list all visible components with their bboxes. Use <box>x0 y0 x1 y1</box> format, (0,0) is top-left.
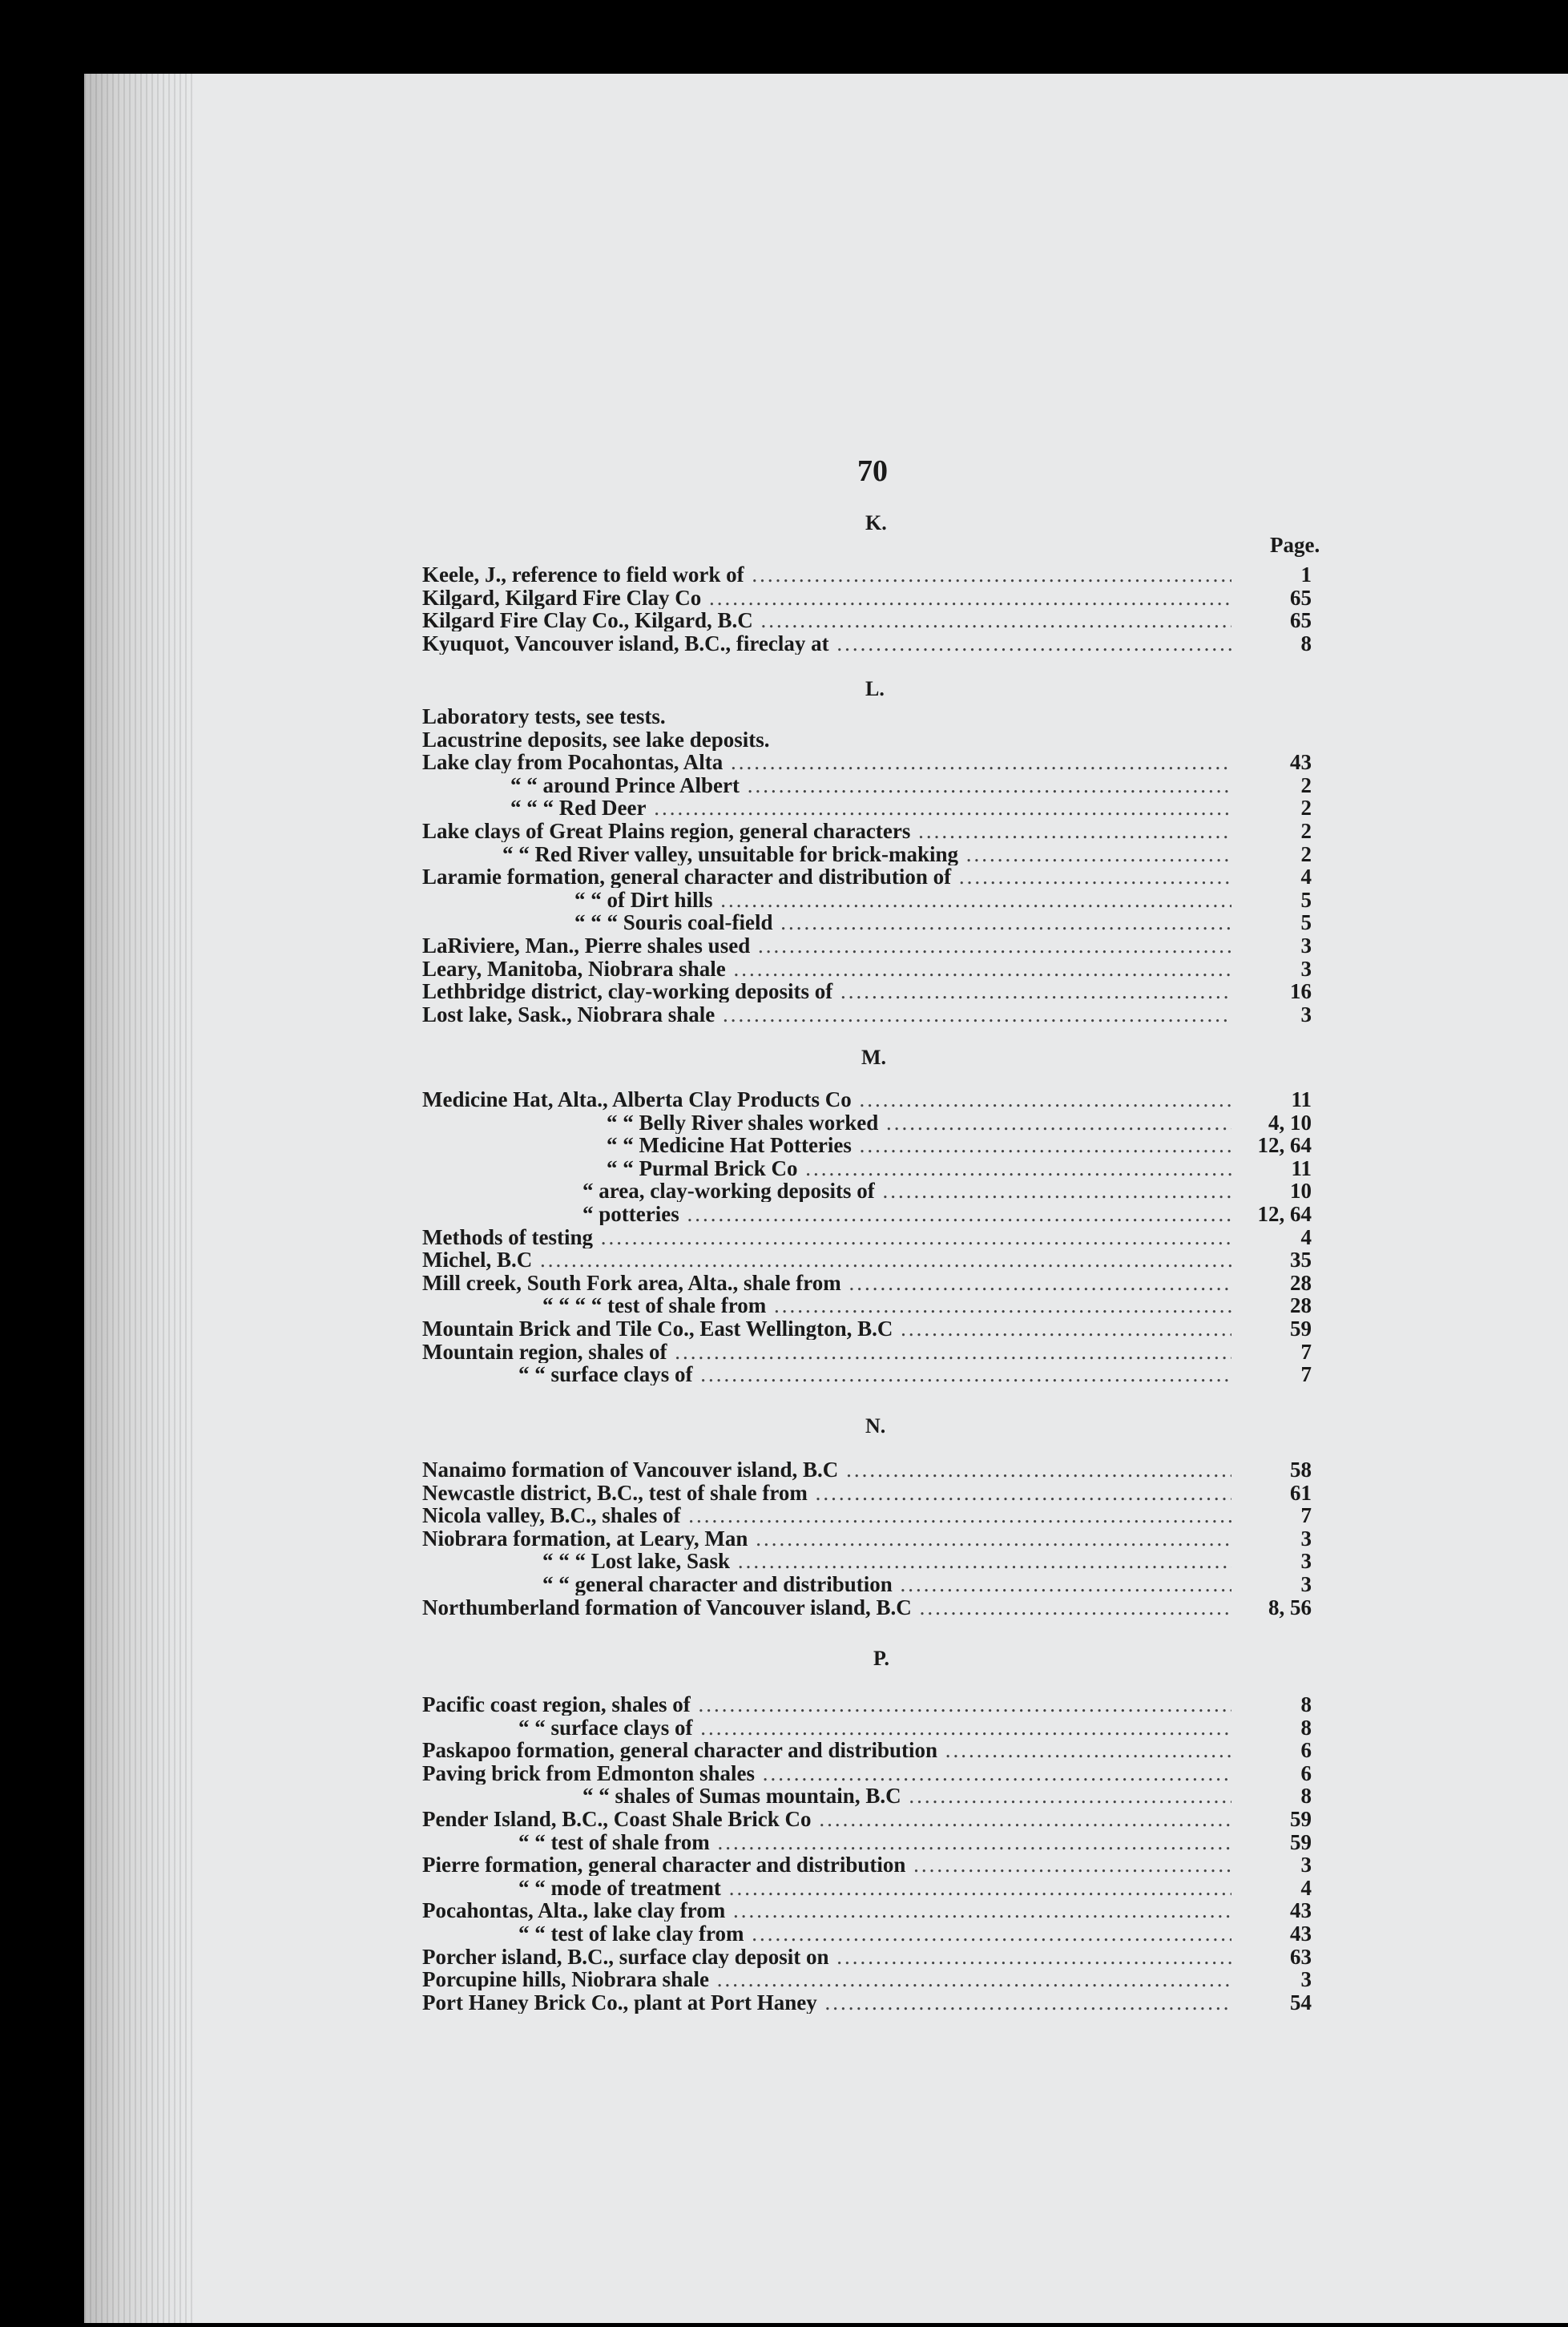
index-entry-text: Michel, B.C ..... <box>422 1248 1231 1271</box>
index-entry <box>422 1226 1312 1248</box>
index-entry <box>422 934 1312 957</box>
index-entry-page: 8 <box>1300 1692 1312 1716</box>
index-entry-text: “ area, clay-working deposits of ..... <box>582 1180 1231 1202</box>
index-entry-text: Porcher island, B.C., surface clay deposit on ..... <box>422 1946 1231 1968</box>
index-entry-page: 3 <box>1300 1549 1312 1574</box>
index-entry-page: 3 <box>1300 1853 1312 1877</box>
index-entry-text: Laramie formation, general character and distribution of ..... <box>422 865 1231 888</box>
index-entry-page: 65 <box>1290 585 1312 610</box>
index-entry-page: 8, 56 <box>1268 1595 1312 1619</box>
index-entry <box>422 889 1312 911</box>
index-entry-page: 11 <box>1291 1155 1312 1180</box>
index-entry-page: 7 <box>1300 1339 1312 1364</box>
index-entry <box>422 774 1312 797</box>
page-column-heading: Page. <box>1270 533 1320 557</box>
index-entry-text: Keele, J., reference to field work of ..... <box>422 563 1231 586</box>
index-entry-page: 8 <box>1300 631 1312 655</box>
index-entry <box>422 1693 1312 1716</box>
index-entry <box>422 1527 1312 1550</box>
index-entry-page: 43 <box>1290 750 1312 775</box>
section-letter: N. <box>865 1414 886 1438</box>
index-entry <box>422 1248 1312 1271</box>
index-entry <box>422 1573 1312 1595</box>
index-entry-page: 43 <box>1290 1898 1312 1923</box>
index-entry <box>422 1899 1312 1922</box>
index-entry-page: 3 <box>1300 1572 1312 1596</box>
index-entry-text: Paving brick from Edmonton shales ..... <box>422 1762 1231 1785</box>
index-entry-page: 4, 10 <box>1268 1110 1312 1135</box>
index-entry <box>422 1134 1312 1156</box>
index-entry <box>422 1968 1312 1990</box>
index-entry <box>422 1317 1312 1340</box>
index-entry <box>422 587 1312 609</box>
index-entry <box>422 1003 1312 1026</box>
index-entry-text: “ “ test of shale from ..... <box>518 1831 1231 1853</box>
index-entry <box>422 1596 1312 1619</box>
index-entry-page: 2 <box>1300 841 1312 866</box>
index-entry <box>422 1088 1312 1111</box>
index-entry-page: 4 <box>1300 865 1312 889</box>
index-entry-page: 8 <box>1300 1784 1312 1809</box>
index-entry-page: 10 <box>1290 1179 1312 1204</box>
section-letter: M. <box>861 1046 887 1069</box>
index-entry-text: “ “ “ Red Deer ..... <box>510 797 1231 819</box>
index-entry <box>422 728 1312 751</box>
index-entry-page: 7 <box>1300 1503 1312 1528</box>
index-entry-page: 59 <box>1290 1829 1312 1854</box>
book-spine <box>84 74 196 2323</box>
index-entry <box>422 1877 1312 1899</box>
section-letter: K. <box>865 511 887 534</box>
index-entry-text: LaRiviere, Man., Pierre shales used ..... <box>422 934 1231 957</box>
index-entry <box>422 1785 1312 1807</box>
index-entry-text: Kilgard, Kilgard Fire Clay Co ..... <box>422 587 1231 609</box>
index-entry-text: Pacific coast region, shales of ..... <box>422 1693 1231 1716</box>
index-entry-text: “ “ “ “ test of shale from ..... <box>542 1294 1231 1317</box>
index-entry-page: 3 <box>1300 1002 1312 1026</box>
index-entry <box>422 911 1312 934</box>
index-entry-text: Nicola valley, B.C., shales of ..... <box>422 1504 1231 1526</box>
index-entry <box>422 1946 1312 1968</box>
index-entry-text: Medicine Hat, Alta., Alberta Clay Products Co ..... <box>422 1088 1231 1111</box>
index-entry-page: 3 <box>1300 1967 1312 1992</box>
index-entry <box>422 865 1312 888</box>
index-entry <box>422 1739 1312 1761</box>
index-entry <box>422 1111 1312 1134</box>
index-entry <box>422 632 1312 655</box>
index-entry-page: 35 <box>1290 1248 1312 1272</box>
index-entry-page: 12, 64 <box>1257 1202 1312 1226</box>
index-entry-text: Kilgard Fire Clay Co., Kilgard, B.C ..... <box>422 609 1231 631</box>
index-entry-page: 4 <box>1300 1875 1312 1900</box>
index-entry-text: Laboratory tests, see tests. <box>422 705 666 728</box>
index-entry-page: 2 <box>1300 796 1312 821</box>
index-entry-text: Leary, Manitoba, Niobrara shale ..... <box>422 958 1231 980</box>
index-entry <box>422 609 1312 631</box>
index-entry-text: “ “ of Dirt hills ..... <box>574 889 1231 911</box>
index-entry-text: Kyuquot, Vancouver island, B.C., fireclay at ..... <box>422 632 1231 655</box>
index-entry-text: Porcupine hills, Niobrara shale ..... <box>422 1968 1231 1990</box>
index-entry-text: “ “ surface clays of ..... <box>518 1363 1231 1385</box>
index-entry <box>422 1363 1312 1385</box>
index-entry <box>422 705 1312 728</box>
index-entry-page: 65 <box>1290 608 1312 633</box>
index-entry-text: Mountain region, shales of ..... <box>422 1341 1231 1363</box>
index-entry-page: 5 <box>1300 887 1312 912</box>
index-entry-page: 6 <box>1300 1760 1312 1785</box>
index-entry-page: 61 <box>1290 1480 1312 1505</box>
index-entry-text: Pender Island, B.C., Coast Shale Brick Co ..... <box>422 1808 1231 1830</box>
index-entry <box>422 1808 1312 1830</box>
index-entry-page: 7 <box>1300 1362 1312 1387</box>
section-letter: P. <box>873 1647 889 1670</box>
index-entry <box>422 1853 1312 1876</box>
index-entry-text: Pocahontas, Alta., lake clay from ..... <box>422 1899 1231 1922</box>
index-entry-text: Newcastle district, B.C., test of shale from ..... <box>422 1482 1231 1504</box>
index-entry <box>422 563 1312 586</box>
index-entry <box>422 1341 1312 1363</box>
index-entry <box>422 1458 1312 1481</box>
index-entry-text: Lethbridge district, clay-working deposits of ..... <box>422 980 1231 1002</box>
index-entry-page: 59 <box>1290 1317 1312 1341</box>
index-entry-text: Lake clay from Pocahontas, Alta ..... <box>422 751 1231 773</box>
index-entry-page: 28 <box>1290 1293 1312 1318</box>
section-letter: L. <box>865 677 885 700</box>
index-entry-text: Port Haney Brick Co., plant at Port Haney ..... <box>422 1991 1231 2014</box>
index-entry-page: 63 <box>1290 1944 1312 1969</box>
index-entry <box>422 1716 1312 1739</box>
index-entry-text: “ “ “ Souris coal-field ..... <box>574 911 1231 934</box>
index-entry-text: “ “ “ Lost lake, Sask ..... <box>542 1550 1231 1572</box>
index-entry <box>422 1157 1312 1180</box>
index-entry-text: “ “ Red River valley, unsuitable for brick-making ..... <box>502 843 1231 865</box>
index-entry-text: “ “ test of lake clay from ..... <box>518 1922 1231 1945</box>
index-entry-text: Nanaimo formation of Vancouver island, B.C ..... <box>422 1458 1231 1481</box>
index-entry <box>422 980 1312 1002</box>
index-entry <box>422 1762 1312 1785</box>
index-entry-page: 16 <box>1290 979 1312 1004</box>
index-entry-text: “ “ Belly River shales worked ..... <box>607 1111 1231 1134</box>
index-entry-page: 11 <box>1291 1087 1312 1111</box>
index-entry-page: 8 <box>1300 1715 1312 1740</box>
index-entry-page: 12, 64 <box>1257 1133 1312 1158</box>
index-entry-text: Mill creek, South Fork area, Alta., shale from ..... <box>422 1272 1231 1294</box>
index-entry-text: “ “ shales of Sumas mountain, B.C ..... <box>582 1785 1231 1807</box>
index-entry <box>422 1991 1312 2014</box>
index-entry-text: “ “ general character and distribution ..... <box>542 1573 1231 1595</box>
index-entry-page: 2 <box>1300 772 1312 797</box>
index-entry-text: “ “ surface clays of ..... <box>518 1716 1231 1739</box>
index-entry <box>422 1504 1312 1526</box>
index-entry-text: Lost lake, Sask., Niobrara shale ..... <box>422 1003 1231 1026</box>
index-entry-page: 3 <box>1300 956 1312 981</box>
index-entry-text: Lacustrine deposits, see lake deposits. <box>422 728 770 751</box>
index-entry <box>422 958 1312 980</box>
index-entry-text: Paskapoo formation, general character and distribution ..... <box>422 1739 1231 1761</box>
index-entry <box>422 1180 1312 1202</box>
page-number: 70 <box>857 454 888 488</box>
index-entry-text: Lake clays of Great Plains region, general characters ..... <box>422 820 1231 842</box>
index-entry-text: Pierre formation, general character and distribution ..... <box>422 1853 1231 1876</box>
index-entry-page: 2 <box>1300 819 1312 843</box>
index-entry-page: 6 <box>1300 1738 1312 1763</box>
index-entry <box>422 1203 1312 1225</box>
index-entry-text: “ “ mode of treatment ..... <box>518 1877 1231 1899</box>
index-entry-text: “ potteries ..... <box>582 1203 1231 1225</box>
index-entry-text: Mountain Brick and Tile Co., East Wellington, B.C ..... <box>422 1317 1231 1340</box>
index-entry <box>422 751 1312 773</box>
index-entry-page: 1 <box>1300 563 1312 587</box>
index-entry-page: 58 <box>1290 1458 1312 1482</box>
index-entry <box>422 797 1312 819</box>
index-entry-page: 59 <box>1290 1807 1312 1831</box>
index-entry <box>422 1922 1312 1945</box>
index-entry <box>422 1272 1312 1294</box>
index-entry-page: 5 <box>1300 910 1312 935</box>
index-entry-page: 54 <box>1290 1990 1312 2014</box>
index-entry-text: Northumberland formation of Vancouver island, B.C ..... <box>422 1596 1231 1619</box>
index-entry-page: 43 <box>1290 1922 1312 1946</box>
index-entry <box>422 820 1312 842</box>
index-entry <box>422 1482 1312 1504</box>
index-entry <box>422 1831 1312 1853</box>
index-entry-page: 3 <box>1300 934 1312 958</box>
index-entry-text: “ “ Purmal Brick Co ..... <box>607 1157 1231 1180</box>
index-entry <box>422 1550 1312 1572</box>
index-entry-page: 3 <box>1300 1526 1312 1551</box>
index-entry-text: Methods of testing ..... <box>422 1226 1231 1248</box>
index-entry-page: 28 <box>1290 1270 1312 1295</box>
index-entry-text: “ “ Medicine Hat Potteries ..... <box>607 1134 1231 1156</box>
index-entry <box>422 1294 1312 1317</box>
index-entry-text: “ “ around Prince Albert ..... <box>510 774 1231 797</box>
index-entry-page: 4 <box>1300 1224 1312 1249</box>
index-entry <box>422 843 1312 865</box>
index-entry-text: Niobrara formation, at Leary, Man ..... <box>422 1527 1231 1550</box>
